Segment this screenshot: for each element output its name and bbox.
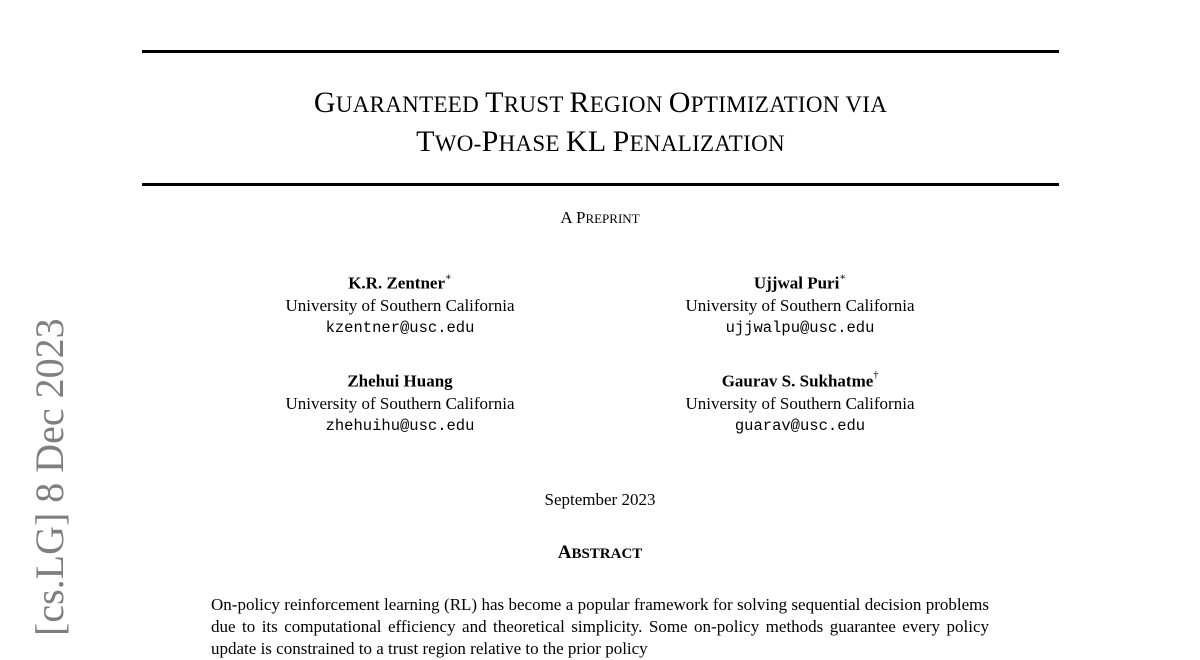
preprint-label: A PREPRINT bbox=[560, 208, 640, 227]
publication-date: September 2023 bbox=[544, 490, 656, 509]
author-block bbox=[240, 367, 560, 437]
author-affiliation: University of Southern California bbox=[685, 393, 915, 413]
title-rule-bottom bbox=[142, 183, 1059, 186]
abstract-text: On-policy reinforcement learning (RL) has become a popular framework for solving sequential decision problems due to its computational efficiency and theoretical simplicity. Some on-policy methods guarantee every policy update is constrained to a trust region relative to the prior policy bbox=[211, 595, 989, 658]
paper-title-line-1: GUARANTEED TRUST REGION OPTIMIZATION VIA bbox=[313, 86, 888, 119]
author-block bbox=[640, 367, 960, 437]
author-affiliation: University of Southern California bbox=[285, 393, 515, 413]
author-affiliation: University of Southern California bbox=[685, 295, 915, 315]
arxiv-stamp: [cs.LG] 8 Dec 2023 bbox=[27, 318, 72, 636]
author-affiliation: University of Southern California bbox=[285, 295, 515, 315]
author-email[interactable]: zhehuihu@usc.edu bbox=[325, 416, 475, 435]
author-email[interactable]: ujjwalpu@usc.edu bbox=[725, 318, 875, 337]
author-block bbox=[640, 269, 960, 339]
author-block bbox=[240, 269, 560, 339]
author-name: K.R. Zentner∗ bbox=[348, 272, 452, 293]
author-name: Gaurav S. Sukhatme† bbox=[721, 370, 879, 391]
title-rule-top bbox=[142, 50, 1059, 53]
abstract-heading: ABSTRACT bbox=[557, 542, 643, 563]
author-name: Zhehui Huang bbox=[347, 371, 453, 391]
author-email[interactable]: kzentner@usc.edu bbox=[325, 318, 475, 337]
author-email[interactable]: guarav@usc.edu bbox=[734, 416, 866, 435]
paper-title-line-2: TWO-PHASE KL PENALIZATION bbox=[416, 125, 785, 158]
author-name: Ujjwal Puri∗ bbox=[753, 272, 847, 293]
